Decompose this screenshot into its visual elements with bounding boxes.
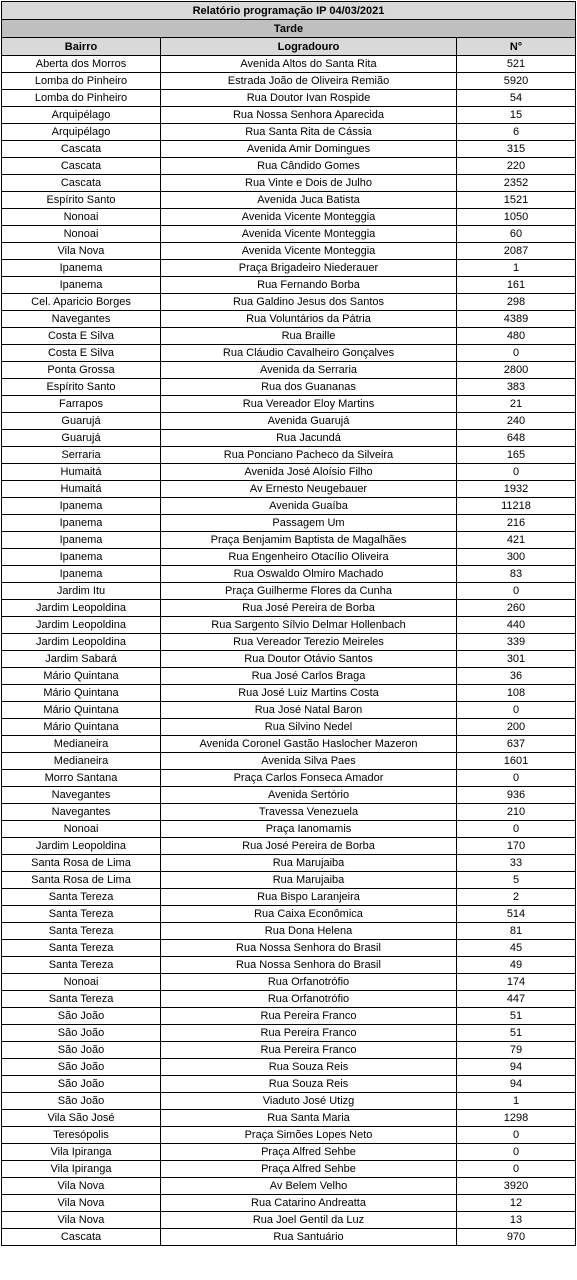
cell-logradouro: Avenida Juca Batista <box>161 192 457 209</box>
table-row <box>2 260 576 277</box>
table-row <box>2 1161 576 1178</box>
table-row <box>2 651 576 668</box>
table-row <box>2 1042 576 1059</box>
cell-logradouro: Praça Alfred Sehbe <box>161 1144 457 1161</box>
cell-logradouro: Praça Alfred Sehbe <box>161 1161 457 1178</box>
cell-logradouro: Rua Engenheiro Otacílio Oliveira <box>161 549 457 566</box>
cell-logradouro: Praça Brigadeiro Niederauer <box>161 260 457 277</box>
table-row <box>2 753 576 770</box>
cell-numero: 79 <box>457 1042 576 1059</box>
cell-logradouro: Rua Cláudio Cavalheiro Gonçalves <box>161 345 457 362</box>
table-row <box>2 294 576 311</box>
cell-logradouro: Viaduto José Utizg <box>161 1093 457 1110</box>
cell-logradouro: Avenida Silva Paes <box>161 753 457 770</box>
cell-logradouro: Rua Fernando Borba <box>161 277 457 294</box>
cell-numero: 81 <box>457 923 576 940</box>
cell-logradouro: Rua Orfanotrófio <box>161 991 457 1008</box>
cell-bairro: Jardim Leopoldina <box>2 634 161 651</box>
cell-numero: 0 <box>457 345 576 362</box>
table-row <box>2 634 576 651</box>
cell-bairro: Santa Rosa de Lima <box>2 855 161 872</box>
column-header-logradouro: Logradouro <box>161 38 457 56</box>
table-row <box>2 328 576 345</box>
cell-numero: 1521 <box>457 192 576 209</box>
table-row <box>2 1178 576 1195</box>
cell-bairro: Jardim Sabará <box>2 651 161 668</box>
table-row <box>2 991 576 1008</box>
table-row <box>2 685 576 702</box>
cell-logradouro: Rua Santa Maria <box>161 1110 457 1127</box>
cell-logradouro: Rua Nossa Senhora do Brasil <box>161 957 457 974</box>
column-header-numero: N° <box>457 38 576 56</box>
table-row <box>2 702 576 719</box>
table-row <box>2 1059 576 1076</box>
cell-logradouro: Avenida Coronel Gastão Haslocher Mazeron <box>161 736 457 753</box>
cell-bairro: Cascata <box>2 175 161 192</box>
table-row <box>2 345 576 362</box>
table-row <box>2 226 576 243</box>
table-row <box>2 532 576 549</box>
cell-bairro: Vila Nova <box>2 1195 161 1212</box>
table-body <box>2 56 576 1246</box>
cell-bairro: Vila São José <box>2 1110 161 1127</box>
cell-logradouro: Rua Santa Rita de Cássia <box>161 124 457 141</box>
cell-bairro: Serraria <box>2 447 161 464</box>
cell-bairro: Ipanema <box>2 277 161 294</box>
table-row <box>2 379 576 396</box>
cell-bairro: Cel. Aparicio Borges <box>2 294 161 311</box>
table-row <box>2 107 576 124</box>
table-row <box>2 889 576 906</box>
table-row <box>2 209 576 226</box>
cell-logradouro: Rua Vereador Eloy Martins <box>161 396 457 413</box>
cell-bairro: Arquipélago <box>2 107 161 124</box>
table-row <box>2 1076 576 1093</box>
cell-numero: 5 <box>457 872 576 889</box>
cell-bairro: Morro Santana <box>2 770 161 787</box>
cell-numero: 301 <box>457 651 576 668</box>
column-header-bairro: Bairro <box>2 38 161 56</box>
cell-bairro: Ponta Grossa <box>2 362 161 379</box>
cell-numero: 216 <box>457 515 576 532</box>
cell-logradouro: Praça Benjamim Baptista de Magalhães <box>161 532 457 549</box>
cell-numero: 210 <box>457 804 576 821</box>
cell-bairro: Ipanema <box>2 498 161 515</box>
cell-numero: 1050 <box>457 209 576 226</box>
cell-numero: 170 <box>457 838 576 855</box>
table-row <box>2 413 576 430</box>
table-row <box>2 1008 576 1025</box>
cell-numero: 521 <box>457 56 576 73</box>
cell-logradouro: Rua Bispo Laranjeira <box>161 889 457 906</box>
cell-bairro: Costa E Silva <box>2 328 161 345</box>
table-row <box>2 56 576 73</box>
cell-logradouro: Rua Pereira Franco <box>161 1025 457 1042</box>
cell-bairro: Vila Nova <box>2 1178 161 1195</box>
cell-bairro: Santa Rosa de Lima <box>2 872 161 889</box>
cell-logradouro: Rua José Pereira de Borba <box>161 600 457 617</box>
cell-logradouro: Rua Vinte e Dois de Julho <box>161 175 457 192</box>
cell-bairro: São João <box>2 1025 161 1042</box>
cell-bairro: Vila Nova <box>2 1212 161 1229</box>
cell-bairro: Navegantes <box>2 787 161 804</box>
cell-numero: 637 <box>457 736 576 753</box>
cell-bairro: Arquipélago <box>2 124 161 141</box>
table-row <box>2 515 576 532</box>
cell-numero: 0 <box>457 1161 576 1178</box>
cell-numero: 2087 <box>457 243 576 260</box>
cell-bairro: Mário Quintana <box>2 702 161 719</box>
table-row <box>2 923 576 940</box>
cell-bairro: Jardim Leopoldina <box>2 617 161 634</box>
cell-numero: 33 <box>457 855 576 872</box>
cell-numero: 447 <box>457 991 576 1008</box>
cell-logradouro: Rua Souza Reis <box>161 1059 457 1076</box>
cell-bairro: Santa Tereza <box>2 957 161 974</box>
cell-logradouro: Rua Sargento Sílvio Delmar Hollenbach <box>161 617 457 634</box>
cell-bairro: Vila Nova <box>2 243 161 260</box>
cell-numero: 0 <box>457 1127 576 1144</box>
cell-numero: 15 <box>457 107 576 124</box>
cell-bairro: Navegantes <box>2 311 161 328</box>
period-row <box>2 20 576 38</box>
cell-bairro: Costa E Silva <box>2 345 161 362</box>
cell-numero: 51 <box>457 1025 576 1042</box>
cell-bairro: São João <box>2 1008 161 1025</box>
cell-bairro: Jardim Leopoldina <box>2 600 161 617</box>
cell-numero: 1 <box>457 260 576 277</box>
cell-logradouro: Rua Caixa Econômica <box>161 906 457 923</box>
cell-numero: 240 <box>457 413 576 430</box>
cell-bairro: Medianeira <box>2 753 161 770</box>
cell-bairro: São João <box>2 1093 161 1110</box>
cell-bairro: Ipanema <box>2 260 161 277</box>
cell-logradouro: Rua Vereador Terezio Meireles <box>161 634 457 651</box>
table-row <box>2 481 576 498</box>
table-row <box>2 277 576 294</box>
cell-logradouro: Avenida Vicente Monteggia <box>161 226 457 243</box>
cell-logradouro: Rua Santuário <box>161 1229 457 1246</box>
cell-logradouro: Rua Nossa Senhora Aparecida <box>161 107 457 124</box>
cell-numero: 339 <box>457 634 576 651</box>
cell-logradouro: Praça Guilherme Flores da Cunha <box>161 583 457 600</box>
table-row <box>2 957 576 974</box>
table-row <box>2 617 576 634</box>
cell-numero: 21 <box>457 396 576 413</box>
table-row <box>2 974 576 991</box>
cell-numero: 1601 <box>457 753 576 770</box>
cell-numero: 514 <box>457 906 576 923</box>
table-row <box>2 804 576 821</box>
table-row <box>2 566 576 583</box>
cell-bairro: Lomba do Pinheiro <box>2 73 161 90</box>
table-row <box>2 73 576 90</box>
cell-numero: 94 <box>457 1059 576 1076</box>
table-row <box>2 243 576 260</box>
cell-bairro: Farrapos <box>2 396 161 413</box>
cell-bairro: Santa Tereza <box>2 991 161 1008</box>
cell-bairro: Nonoai <box>2 974 161 991</box>
cell-logradouro: Avenida da Serraria <box>161 362 457 379</box>
table-row <box>2 1127 576 1144</box>
table-row <box>2 855 576 872</box>
cell-numero: 3920 <box>457 1178 576 1195</box>
cell-numero: 200 <box>457 719 576 736</box>
cell-numero: 13 <box>457 1212 576 1229</box>
cell-numero: 300 <box>457 549 576 566</box>
cell-logradouro: Rua José Pereira de Borba <box>161 838 457 855</box>
cell-bairro: Mário Quintana <box>2 685 161 702</box>
table-row <box>2 872 576 889</box>
cell-logradouro: Rua Oswaldo Olmiro Machado <box>161 566 457 583</box>
cell-numero: 2352 <box>457 175 576 192</box>
cell-numero: 51 <box>457 1008 576 1025</box>
title-row <box>2 2 576 20</box>
cell-numero: 2800 <box>457 362 576 379</box>
cell-bairro: Cascata <box>2 158 161 175</box>
table-row <box>2 1093 576 1110</box>
cell-logradouro: Praça Simões Lopes Neto <box>161 1127 457 1144</box>
cell-numero: 0 <box>457 821 576 838</box>
cell-bairro: Navegantes <box>2 804 161 821</box>
cell-numero: 2 <box>457 889 576 906</box>
cell-bairro: Santa Tereza <box>2 940 161 957</box>
table-row <box>2 600 576 617</box>
cell-bairro: Jardim Leopoldina <box>2 838 161 855</box>
cell-numero: 421 <box>457 532 576 549</box>
cell-bairro: Jardim Itu <box>2 583 161 600</box>
cell-numero: 49 <box>457 957 576 974</box>
cell-numero: 54 <box>457 90 576 107</box>
cell-logradouro: Rua Dona Helena <box>161 923 457 940</box>
cell-numero: 440 <box>457 617 576 634</box>
cell-numero: 0 <box>457 583 576 600</box>
table-row <box>2 1212 576 1229</box>
cell-logradouro: Av Ernesto Neugebauer <box>161 481 457 498</box>
cell-logradouro: Avenida Guaíba <box>161 498 457 515</box>
cell-bairro: Mário Quintana <box>2 668 161 685</box>
table-row <box>2 1144 576 1161</box>
table-row <box>2 362 576 379</box>
cell-bairro: Cascata <box>2 141 161 158</box>
cell-logradouro: Avenida Amir Domingues <box>161 141 457 158</box>
cell-bairro: Cascata <box>2 1229 161 1246</box>
cell-numero: 648 <box>457 430 576 447</box>
table-row <box>2 1195 576 1212</box>
cell-logradouro: Praça Carlos Fonseca Amador <box>161 770 457 787</box>
cell-bairro: Nonoai <box>2 209 161 226</box>
cell-bairro: Ipanema <box>2 532 161 549</box>
cell-logradouro: Rua José Luiz Martins Costa <box>161 685 457 702</box>
column-header-row <box>2 38 576 56</box>
table-row <box>2 141 576 158</box>
cell-numero: 315 <box>457 141 576 158</box>
cell-numero: 60 <box>457 226 576 243</box>
cell-logradouro: Rua José Carlos Braga <box>161 668 457 685</box>
cell-logradouro: Rua Doutor Otávio Santos <box>161 651 457 668</box>
cell-numero: 0 <box>457 464 576 481</box>
report-sheet <box>1 1 575 1246</box>
table-row <box>2 719 576 736</box>
cell-bairro: Nonoai <box>2 821 161 838</box>
cell-logradouro: Rua Pereira Franco <box>161 1042 457 1059</box>
cell-logradouro: Rua Braille <box>161 328 457 345</box>
table-row <box>2 838 576 855</box>
table-row <box>2 940 576 957</box>
cell-logradouro: Praça Ianomamis <box>161 821 457 838</box>
cell-logradouro: Rua Pereira Franco <box>161 1008 457 1025</box>
table-row <box>2 311 576 328</box>
cell-bairro: Vila Ipiranga <box>2 1144 161 1161</box>
cell-logradouro: Rua Cândido Gomes <box>161 158 457 175</box>
cell-logradouro: Rua Doutor Ivan Rospide <box>161 90 457 107</box>
table-row <box>2 736 576 753</box>
cell-numero: 94 <box>457 1076 576 1093</box>
table-row <box>2 1025 576 1042</box>
cell-numero: 0 <box>457 1144 576 1161</box>
cell-logradouro: Rua Jacundá <box>161 430 457 447</box>
cell-bairro: Santa Tereza <box>2 889 161 906</box>
cell-bairro: São João <box>2 1042 161 1059</box>
cell-bairro: Santa Tereza <box>2 923 161 940</box>
cell-logradouro: Travessa Venezuela <box>161 804 457 821</box>
cell-bairro: Ipanema <box>2 566 161 583</box>
cell-logradouro: Rua Marujaiba <box>161 872 457 889</box>
report-table <box>1 1 576 1246</box>
cell-numero: 480 <box>457 328 576 345</box>
table-row <box>2 1110 576 1127</box>
table-row <box>2 770 576 787</box>
table-row <box>2 464 576 481</box>
cell-logradouro: Rua Souza Reis <box>161 1076 457 1093</box>
cell-bairro: Guarujá <box>2 413 161 430</box>
table-row <box>2 787 576 804</box>
cell-logradouro: Avenida Altos do Santa Rita <box>161 56 457 73</box>
cell-numero: 83 <box>457 566 576 583</box>
cell-bairro: Aberta dos Morros <box>2 56 161 73</box>
cell-bairro: Nonoai <box>2 226 161 243</box>
cell-bairro: Mário Quintana <box>2 719 161 736</box>
cell-bairro: Santa Tereza <box>2 906 161 923</box>
table-row <box>2 175 576 192</box>
table-row <box>2 498 576 515</box>
cell-numero: 0 <box>457 702 576 719</box>
cell-bairro: Lomba do Pinheiro <box>2 90 161 107</box>
report-title: Relatório programação IP 04/03/2021 <box>2 2 576 20</box>
cell-bairro: Espírito Santo <box>2 192 161 209</box>
cell-logradouro: Rua José Natal Baron <box>161 702 457 719</box>
cell-numero: 936 <box>457 787 576 804</box>
cell-bairro: Humaitá <box>2 481 161 498</box>
cell-bairro: Medianeira <box>2 736 161 753</box>
cell-numero: 260 <box>457 600 576 617</box>
cell-numero: 0 <box>457 770 576 787</box>
cell-numero: 45 <box>457 940 576 957</box>
cell-logradouro: Avenida Vicente Monteggia <box>161 243 457 260</box>
cell-logradouro: Avenida Sertório <box>161 787 457 804</box>
table-row <box>2 821 576 838</box>
cell-logradouro: Rua Catarino Andreatta <box>161 1195 457 1212</box>
table-row <box>2 158 576 175</box>
cell-logradouro: Estrada João de Oliveira Remião <box>161 73 457 90</box>
cell-numero: 383 <box>457 379 576 396</box>
cell-bairro: Guarujá <box>2 430 161 447</box>
table-row <box>2 1229 576 1246</box>
cell-logradouro: Avenida José Aloísio Filho <box>161 464 457 481</box>
period-label: Tarde <box>2 20 576 38</box>
cell-logradouro: Rua dos Guananas <box>161 379 457 396</box>
cell-bairro: Humaitá <box>2 464 161 481</box>
cell-numero: 220 <box>457 158 576 175</box>
cell-numero: 1298 <box>457 1110 576 1127</box>
cell-logradouro: Rua Orfanotrófio <box>161 974 457 991</box>
cell-numero: 108 <box>457 685 576 702</box>
cell-numero: 12 <box>457 1195 576 1212</box>
table-row <box>2 549 576 566</box>
table-row <box>2 906 576 923</box>
cell-numero: 4389 <box>457 311 576 328</box>
table-row <box>2 668 576 685</box>
cell-numero: 161 <box>457 277 576 294</box>
cell-numero: 1 <box>457 1093 576 1110</box>
cell-logradouro: Av Belem Velho <box>161 1178 457 1195</box>
cell-numero: 970 <box>457 1229 576 1246</box>
table-row <box>2 124 576 141</box>
cell-numero: 165 <box>457 447 576 464</box>
cell-logradouro: Avenida Guarujá <box>161 413 457 430</box>
cell-numero: 298 <box>457 294 576 311</box>
cell-bairro: São João <box>2 1076 161 1093</box>
cell-bairro: Vila Ipiranga <box>2 1161 161 1178</box>
cell-numero: 11218 <box>457 498 576 515</box>
table-row <box>2 583 576 600</box>
cell-logradouro: Rua Marujaiba <box>161 855 457 872</box>
cell-logradouro: Passagem Um <box>161 515 457 532</box>
cell-numero: 6 <box>457 124 576 141</box>
cell-logradouro: Rua Joel Gentil da Luz <box>161 1212 457 1229</box>
cell-logradouro: Rua Voluntários da Pátria <box>161 311 457 328</box>
cell-numero: 174 <box>457 974 576 991</box>
table-row <box>2 447 576 464</box>
cell-logradouro: Avenida Vicente Monteggia <box>161 209 457 226</box>
cell-bairro: Ipanema <box>2 549 161 566</box>
cell-logradouro: Rua Nossa Senhora do Brasil <box>161 940 457 957</box>
cell-numero: 1932 <box>457 481 576 498</box>
cell-bairro: Espírito Santo <box>2 379 161 396</box>
table-row <box>2 192 576 209</box>
cell-numero: 5920 <box>457 73 576 90</box>
table-row <box>2 396 576 413</box>
cell-logradouro: Rua Silvino Nedel <box>161 719 457 736</box>
cell-numero: 36 <box>457 668 576 685</box>
cell-bairro: Ipanema <box>2 515 161 532</box>
cell-logradouro: Rua Ponciano Pacheco da Silveira <box>161 447 457 464</box>
cell-bairro: São João <box>2 1059 161 1076</box>
cell-bairro: Teresópolis <box>2 1127 161 1144</box>
table-row <box>2 90 576 107</box>
table-row <box>2 430 576 447</box>
cell-logradouro: Rua Galdino Jesus dos Santos <box>161 294 457 311</box>
